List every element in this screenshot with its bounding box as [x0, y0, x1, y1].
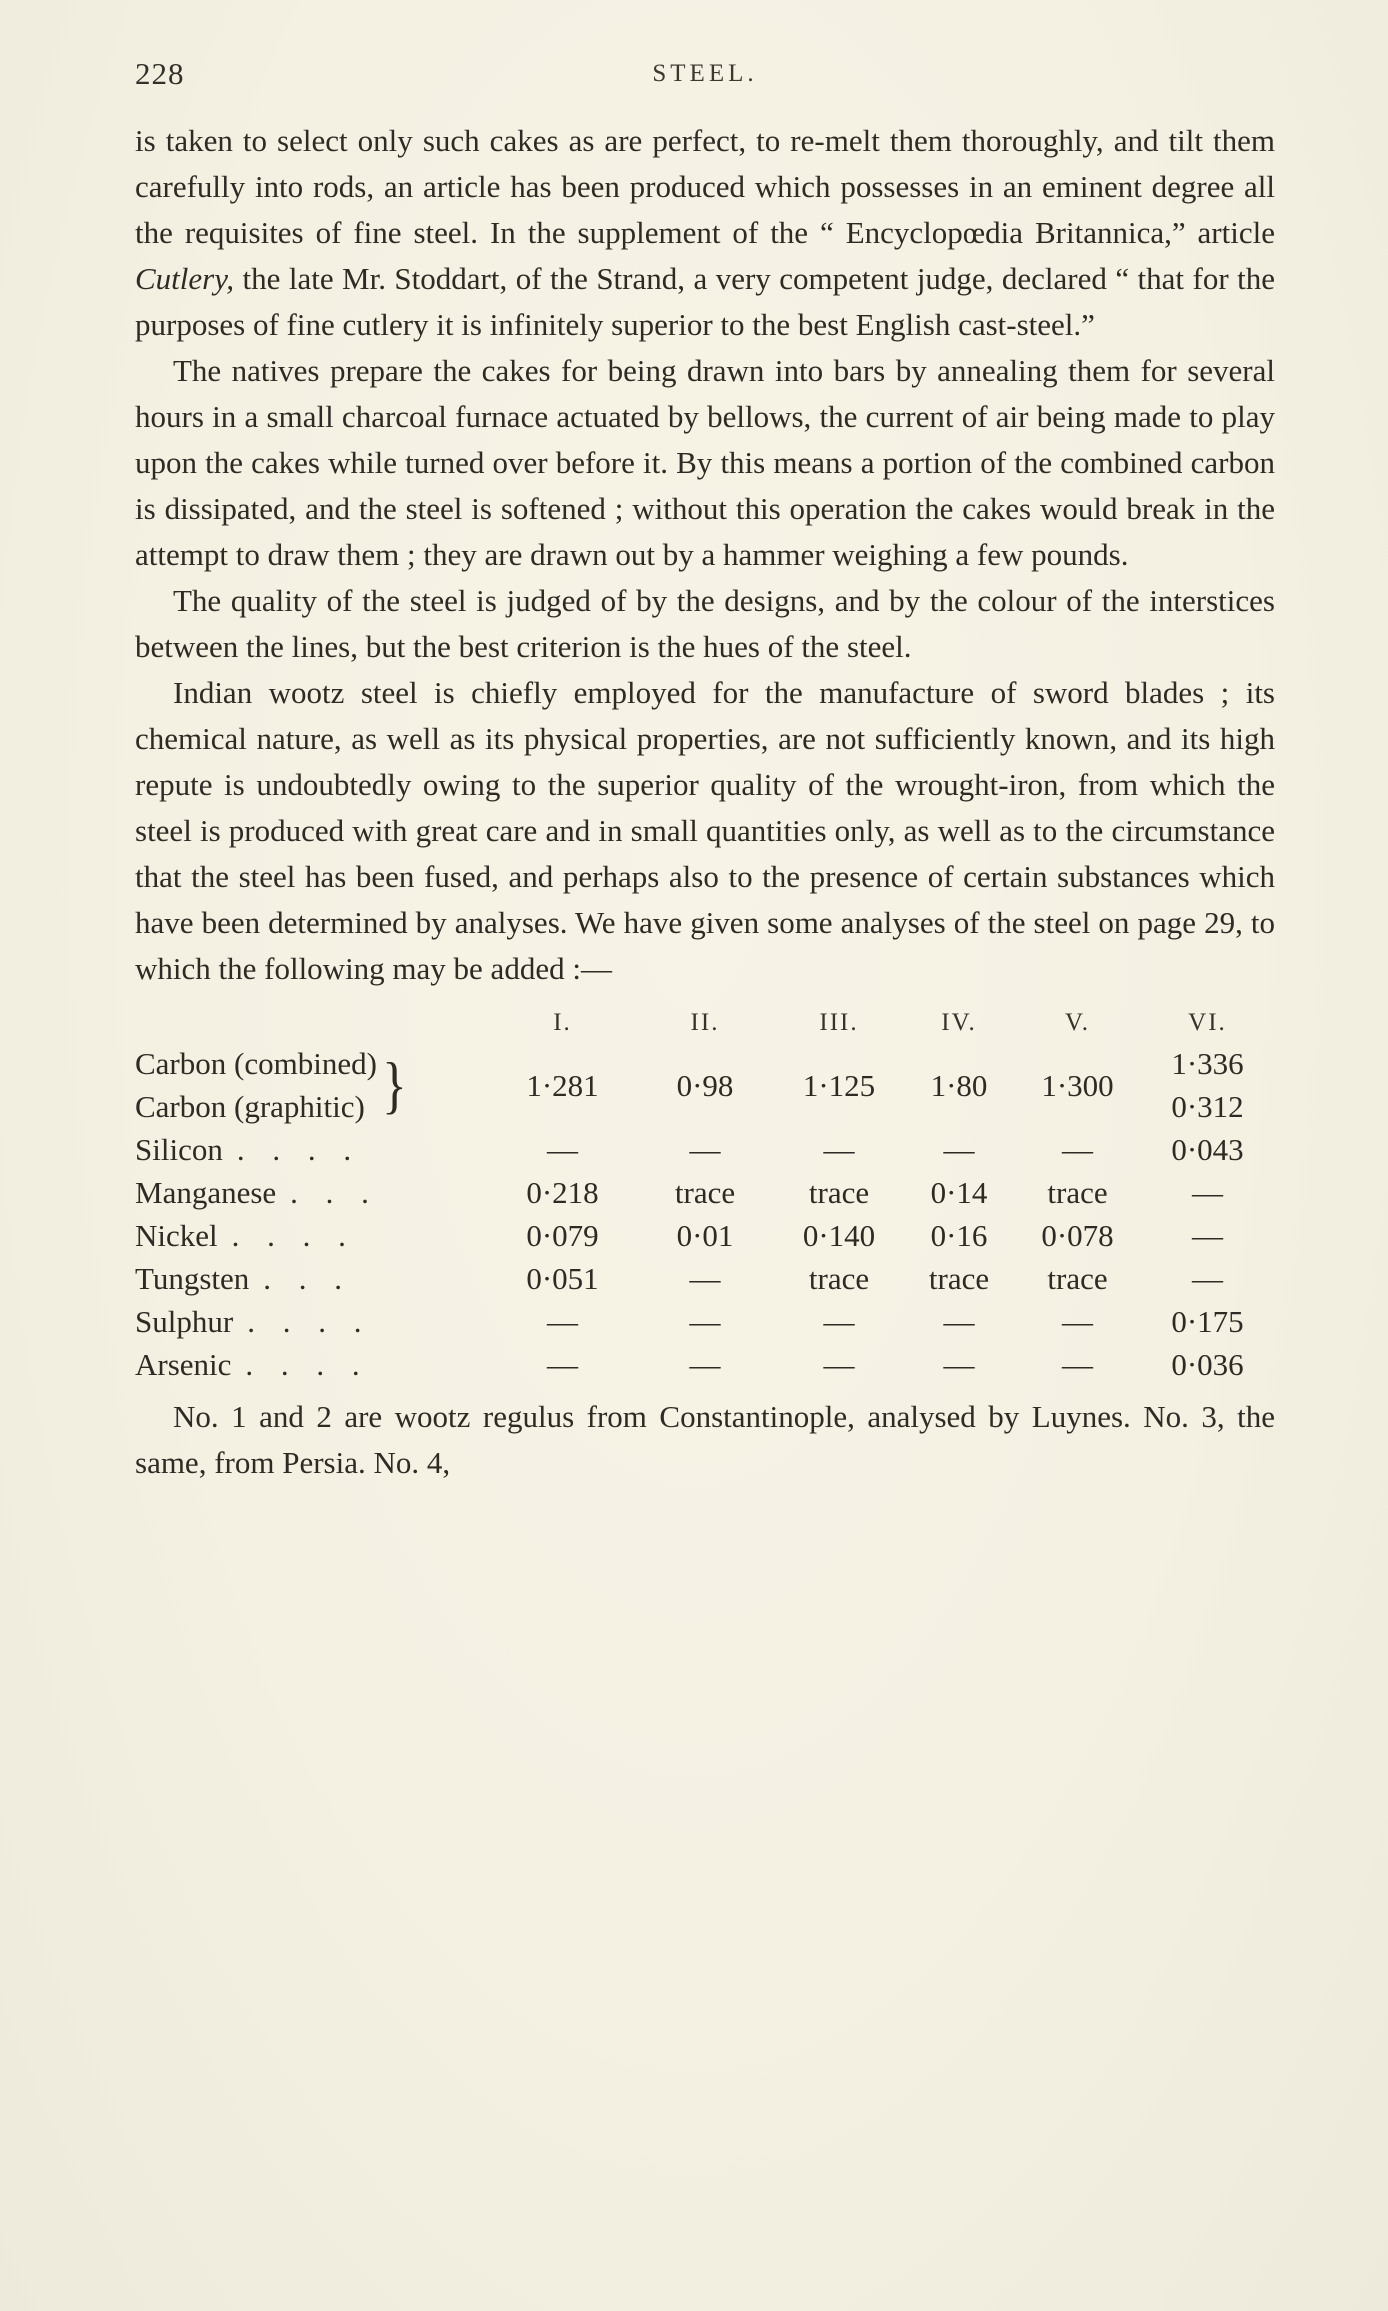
- table-header-cell: I.: [553, 1009, 572, 1036]
- table-value: trace: [928, 1261, 990, 1296]
- leader-dots: . . . .: [247, 1304, 372, 1339]
- table-value: trace: [1047, 1261, 1108, 1296]
- text-run: The quality of the steel is judged of by the designs, and by the colour of the interstices between the lines, but the best criterion is the hues of the steel.: [135, 583, 1275, 664]
- table-value: 0·051: [526, 1261, 599, 1296]
- table-value: —: [943, 1132, 975, 1167]
- table-value: 0·078: [1041, 1218, 1114, 1253]
- row-label: [135, 1128, 490, 1171]
- row-label-carbon: [135, 1042, 490, 1128]
- text-run: No. 1 and 2 are wootz regulus from Constantinople, analysed by Luynes. No. 3, the same, from Persia. No. 4,: [135, 1399, 1275, 1480]
- running-title: STEEL.: [652, 60, 758, 87]
- row-label-text: Silicon: [135, 1132, 223, 1167]
- table-value: —: [1062, 1132, 1093, 1167]
- table-value: 1·125: [802, 1067, 876, 1103]
- row-label-text: Sulphur: [135, 1304, 234, 1339]
- row-label-text: Arsenic: [135, 1347, 232, 1382]
- row-label-text: Tungsten: [135, 1261, 250, 1296]
- table-header-cell: III.: [819, 1009, 859, 1036]
- table-value: 1·300: [1041, 1067, 1114, 1103]
- text-run: is taken to select only such cakes as are perfect, to re-melt them thoroughly, and tilt them carefully into rods, an article has been produced which possesses in an eminent degree all the requisites of fine steel. In the supplement of the “ Encyclopœdia Britannica,” article: [135, 123, 1275, 250]
- table-value: 0·043: [1171, 1132, 1244, 1167]
- table-value: 0·14: [930, 1175, 988, 1210]
- table-value: 0·218: [526, 1175, 599, 1210]
- table-row-carbon: [135, 1042, 1275, 1128]
- table-row: [135, 1257, 1275, 1300]
- table-header-cell: II.: [690, 1009, 720, 1036]
- table-value: 0·01: [676, 1218, 734, 1253]
- table-row: [135, 1214, 1275, 1257]
- italic-text: Cutlery,: [135, 261, 235, 296]
- table-value: —: [1192, 1261, 1223, 1296]
- table-rows: [135, 1128, 1275, 1386]
- table-value: —: [823, 1347, 855, 1382]
- table-value: —: [689, 1261, 721, 1296]
- table-value: —: [1192, 1218, 1223, 1253]
- table-header-cell: V.: [1064, 1009, 1091, 1036]
- row-label: [135, 1343, 490, 1386]
- leader-dots: . . . .: [231, 1218, 356, 1253]
- table-value: —: [1192, 1175, 1223, 1210]
- leader-dots: . . .: [263, 1261, 353, 1296]
- row-label: [135, 1257, 490, 1300]
- table-value: 0·175: [1171, 1304, 1244, 1339]
- text-run: the late Mr. Stoddart, of the Strand, a very competent judge, declared “ that for the purposes of fine cutlery it is infinitely superior to the best English cast-steel.”: [135, 261, 1275, 342]
- table-value: 1·80: [930, 1067, 988, 1103]
- text-run: Indian wootz steel is chiefly employed for the manufacture of sword blades ; its chemical nature, as well as its physical properties, are not sufficiently known, and its high repute is undoubtedly owing to the superior quality of the wrought-iron, from which the steel is produced with great care and in small quantities only, as well as to the circumstance that the steel has been fused, and perhaps also to the presence of certain substances which have been determined by analyses. We have given some analyses of the steel on page 29, to which the following may be added :—: [135, 675, 1275, 986]
- table-value: 0·16: [930, 1218, 988, 1253]
- body-text-upper: [135, 118, 1275, 992]
- table-header-row: [135, 1006, 1275, 1040]
- text-run: The natives prepare the cakes for being drawn into bars by annealing them for several hours in a small charcoal furnace actuated by bellows, the current of air being made to play upon the cakes while turned over before it. By this means a portion of the combined carbon is dissipated, and the steel is softened ; without this operation the cakes would break in the attempt to draw them ; they are drawn out by a hammer weighing a few pounds.: [135, 353, 1275, 572]
- table-header-cell: VI.: [1188, 1009, 1227, 1036]
- analysis-table: [135, 1006, 1275, 1386]
- table-row: [135, 1128, 1275, 1171]
- table-value: trace: [1047, 1175, 1108, 1210]
- table-value: trace: [808, 1261, 870, 1296]
- row-label-text: Nickel: [135, 1218, 218, 1253]
- table-value: —: [547, 1347, 578, 1382]
- leader-dots: . . . .: [245, 1347, 370, 1382]
- leader-dots: . . .: [290, 1175, 379, 1210]
- page-header: [135, 56, 1275, 102]
- table-value: 0·140: [802, 1218, 876, 1253]
- paragraph: [135, 118, 1275, 348]
- table-value: 0·036: [1171, 1347, 1244, 1382]
- row-label: [135, 1214, 490, 1257]
- table-value: —: [1062, 1304, 1093, 1339]
- table-value: —: [943, 1347, 975, 1382]
- body-text-lower: [135, 1394, 1275, 1486]
- table-value: trace: [808, 1175, 870, 1210]
- table-value: 1·281: [526, 1067, 599, 1103]
- table-value: 0·079: [526, 1218, 599, 1253]
- table-value: —: [823, 1132, 855, 1167]
- table-value: 0·98: [676, 1067, 734, 1103]
- table-row: [135, 1343, 1275, 1386]
- table-value: —: [1062, 1347, 1093, 1382]
- paragraph: [135, 348, 1275, 578]
- table-value: —: [689, 1347, 721, 1382]
- row-label: Carbon (combined): [135, 1046, 377, 1081]
- table-header-cell: IV.: [941, 1009, 977, 1036]
- paragraph: [135, 578, 1275, 670]
- row-label: [135, 1300, 490, 1343]
- table-value: —: [547, 1304, 578, 1339]
- leader-dots: . . . .: [236, 1132, 362, 1167]
- row-label-text: Manganese: [135, 1175, 277, 1210]
- table-value: 1·336: [1171, 1046, 1244, 1081]
- paragraph: [135, 1394, 1275, 1486]
- table-value: —: [547, 1132, 578, 1167]
- table-value: —: [943, 1304, 975, 1339]
- page-number: 228: [135, 56, 185, 91]
- table-row: [135, 1300, 1275, 1343]
- brace-glyph: }: [381, 1049, 407, 1120]
- row-label: [135, 1171, 490, 1214]
- row-label: Carbon (graphitic): [135, 1089, 365, 1124]
- table-value-stack: [1140, 1042, 1275, 1128]
- table-value: —: [689, 1132, 721, 1167]
- table-value: —: [689, 1304, 721, 1339]
- table-row: [135, 1171, 1275, 1214]
- table-value: 0·312: [1171, 1089, 1244, 1124]
- paragraph: [135, 670, 1275, 992]
- table-value: —: [823, 1304, 855, 1339]
- table-value: trace: [674, 1175, 736, 1210]
